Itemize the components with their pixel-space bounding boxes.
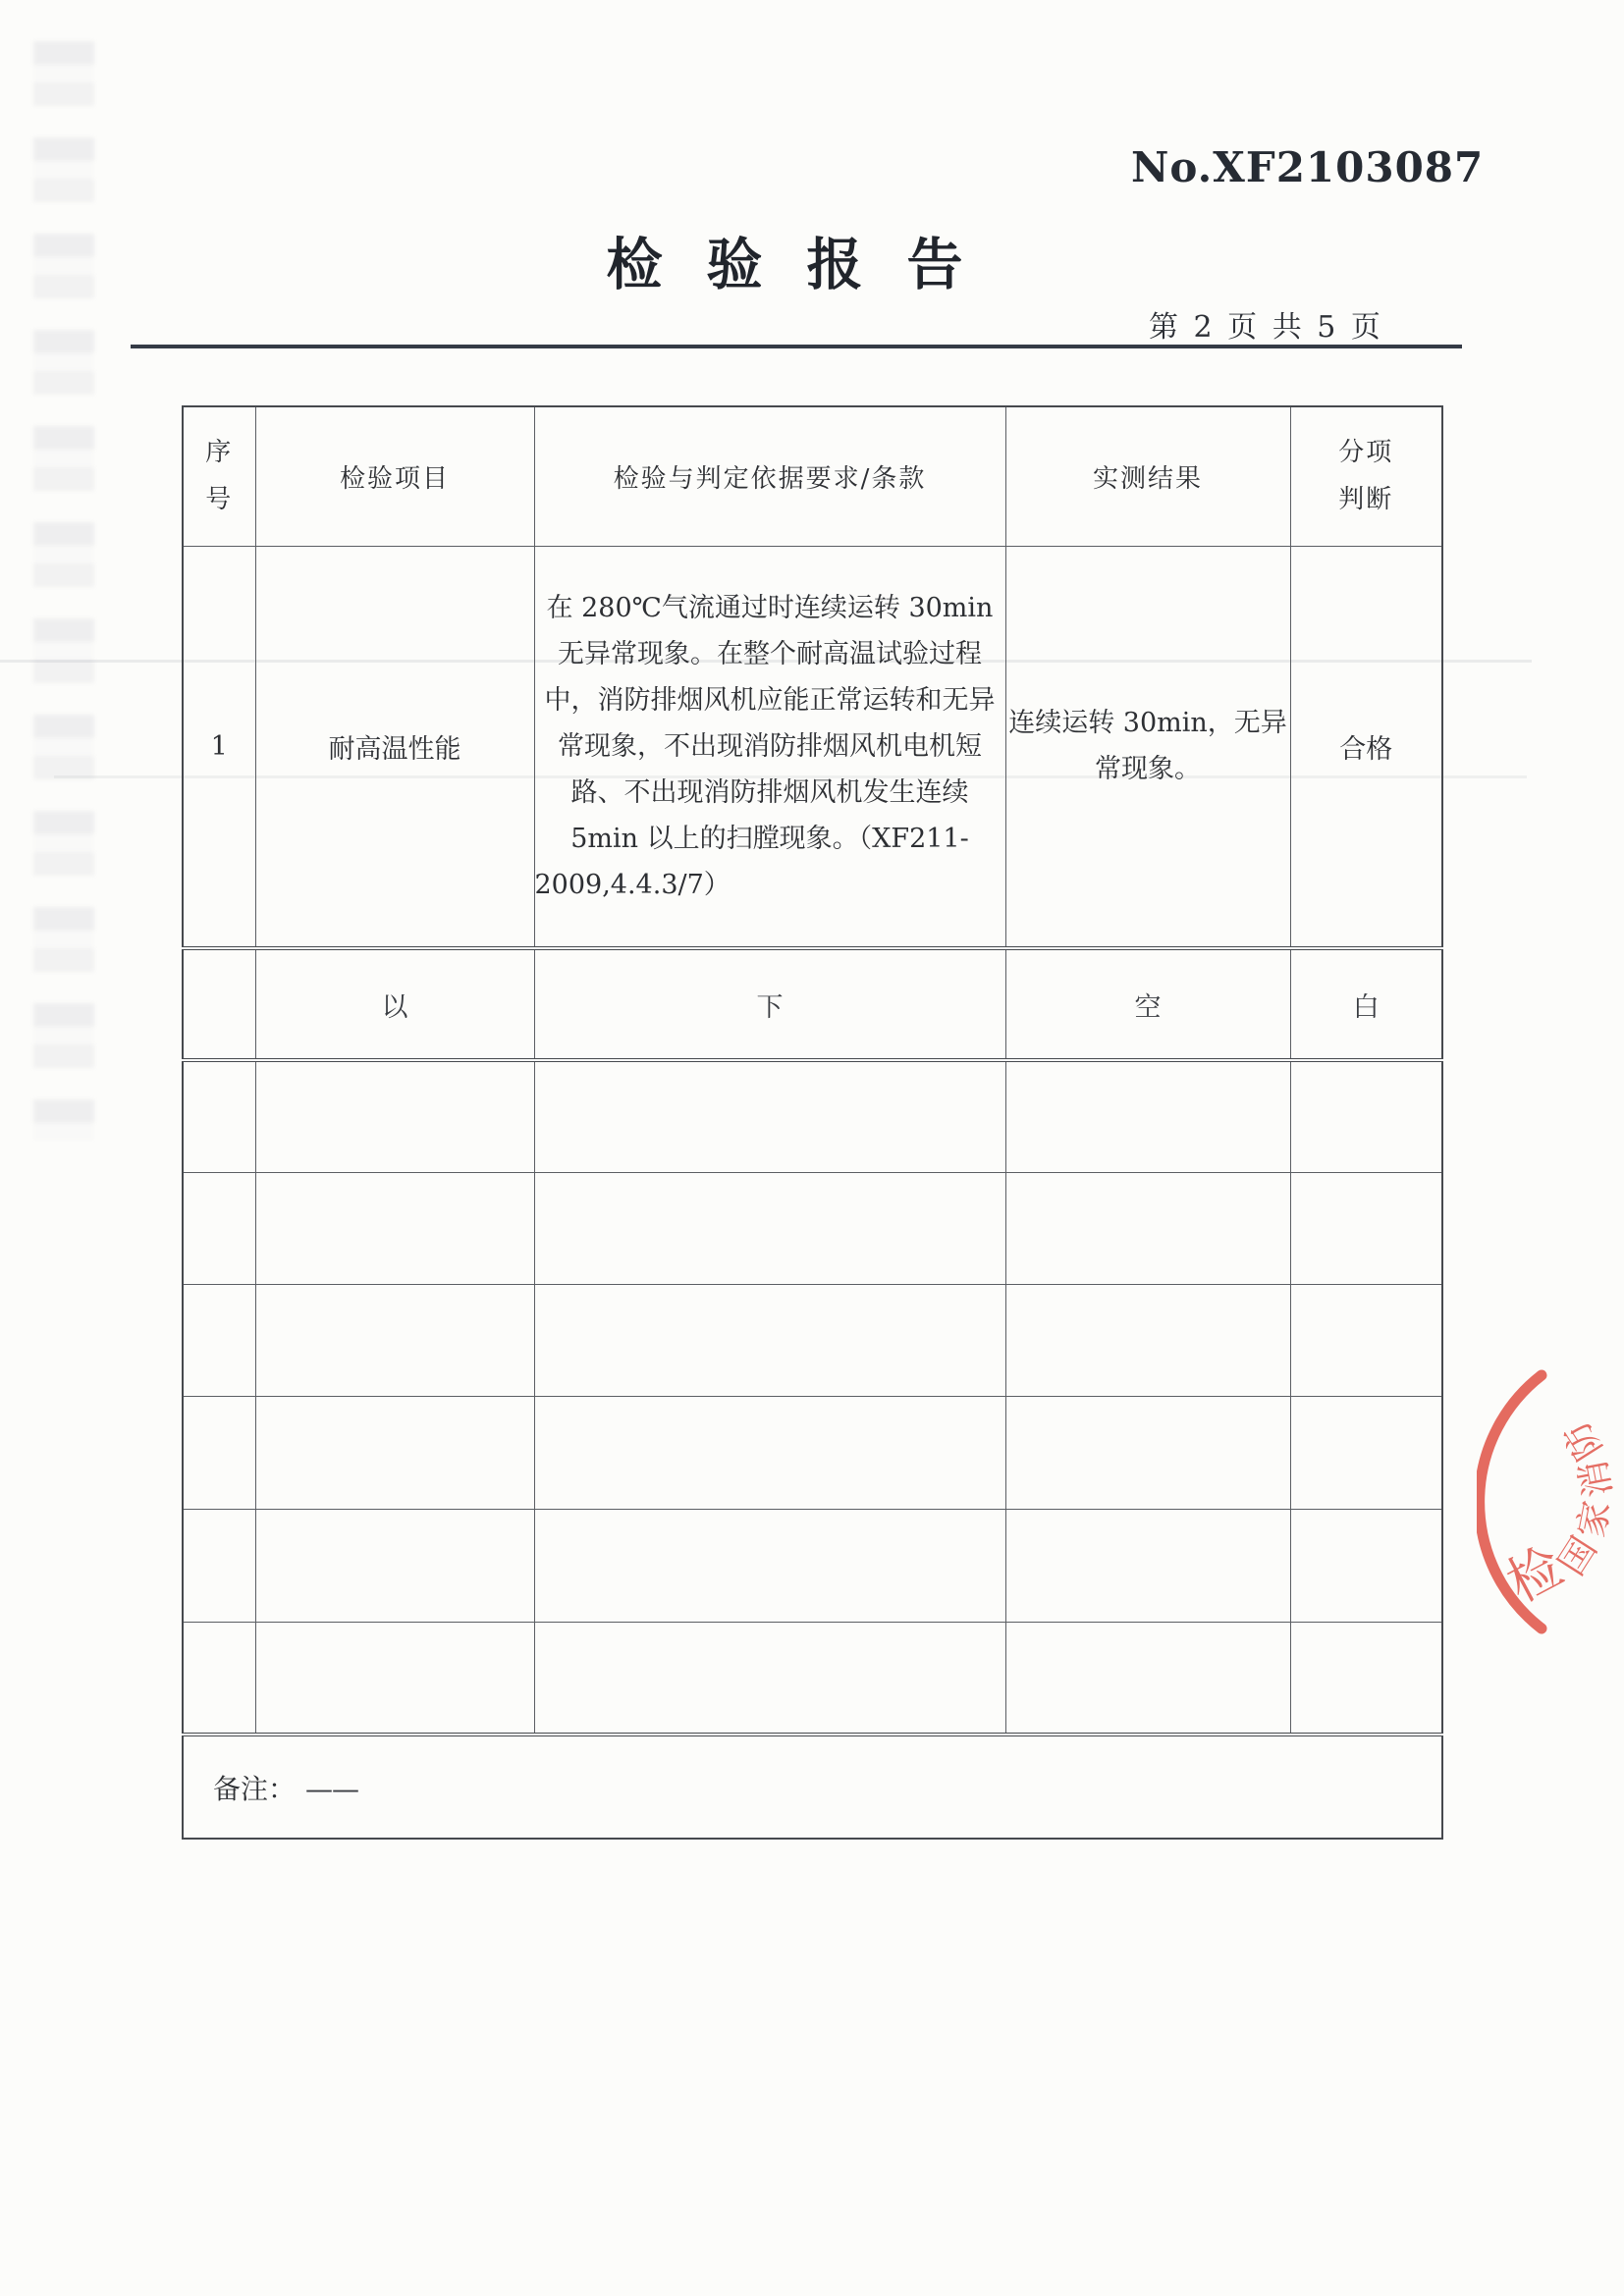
page-title-text: 检验报告 — [606, 232, 1007, 297]
official-red-stamp — [1477, 1369, 1624, 1634]
stamp-arc-text: 国家消防 — [1549, 1406, 1620, 1583]
empty-cell — [1005, 1060, 1290, 1172]
table-row — [183, 1284, 1442, 1396]
empty-cell — [255, 1509, 534, 1622]
table-row — [183, 1509, 1442, 1622]
empty-cell — [183, 1060, 255, 1172]
empty-cell — [1005, 1284, 1290, 1396]
empty-cell — [534, 1509, 1005, 1622]
empty-cell — [255, 1060, 534, 1172]
empty-cell — [255, 1622, 534, 1735]
header-cell-no — [183, 406, 255, 546]
empty-cell — [183, 1622, 255, 1735]
remark-row — [183, 1735, 1442, 1839]
empty-cell — [1290, 1284, 1442, 1396]
empty-cell — [534, 1172, 1005, 1284]
empty-cell — [1005, 1622, 1290, 1735]
empty-cell — [183, 1396, 255, 1509]
empty-cell — [1290, 1622, 1442, 1735]
empty-cell — [534, 1396, 1005, 1509]
stamp-ring-arc — [1480, 1375, 1542, 1629]
empty-cell — [534, 1284, 1005, 1396]
table-header-row — [183, 406, 1442, 546]
stamp-graphic — [1477, 1369, 1624, 1634]
stamp-center-text: 检 — [1496, 1534, 1573, 1615]
empty-cell — [1005, 1509, 1290, 1622]
cell-result: 连续运转 30min，无异常现象。 — [1005, 546, 1290, 948]
empty-cell — [1005, 1396, 1290, 1509]
cell-item: 耐高温性能 — [255, 546, 534, 948]
header-cell-requirement: 检验与判定依据要求/条款 — [534, 406, 1005, 546]
report-table — [182, 405, 1443, 1840]
header-cell-result: 实测结果 — [1005, 406, 1290, 546]
report-number: No.XF2103087 — [1131, 143, 1485, 191]
remark-label: 备注： — [213, 1772, 297, 1805]
empty-cell — [1290, 1060, 1442, 1172]
table-row — [183, 1622, 1442, 1735]
page-counter: 第 2 页 共 5 页 — [1149, 310, 1383, 345]
blank-char-cell: 空 — [1005, 948, 1290, 1060]
empty-cell — [1290, 1172, 1442, 1284]
empty-cell — [255, 1284, 534, 1396]
blank-char-cell: 白 — [1290, 948, 1442, 1060]
bleedthrough-artifact — [33, 41, 94, 1141]
page-title — [606, 220, 1007, 300]
table-row — [183, 1060, 1442, 1172]
empty-cell — [183, 1284, 255, 1396]
empty-cell — [1290, 1396, 1442, 1509]
table-row — [183, 1172, 1442, 1284]
table-row — [183, 1396, 1442, 1509]
empty-cell — [534, 1622, 1005, 1735]
blank-char-cell: 以 — [255, 948, 534, 1060]
header-divider — [131, 345, 1462, 348]
header-label: 序号 — [205, 438, 234, 515]
empty-cell — [534, 1060, 1005, 1172]
blank-below-row — [183, 948, 1442, 1060]
cell-requirement: 在 280℃气流通过时连续运转 30min 无异常现象。在整个耐高温试验过程中，消防排烟风机应能正常运转和无异常现象，不出现消防排烟风机电机短路、不出现消防排烟风机发生连续 5min 以上的扫膛现象。（XF211-2009,4.4.3/7） — [534, 546, 1005, 948]
cell-serial-no: 1 — [183, 546, 255, 948]
remark-cell — [183, 1735, 1442, 1839]
empty-cell — [255, 1172, 534, 1284]
header-cell-verdict — [1290, 406, 1442, 546]
empty-cell — [183, 948, 255, 1060]
empty-cell — [183, 1509, 255, 1622]
header-cell-item: 检验项目 — [255, 406, 534, 546]
empty-cell — [1005, 1172, 1290, 1284]
empty-cell — [1290, 1509, 1442, 1622]
report-table-container — [182, 405, 1443, 1840]
remark-value: —— — [305, 1772, 359, 1805]
empty-cell — [183, 1172, 255, 1284]
header-label: 分项判断 — [1338, 438, 1394, 515]
blank-char-cell: 下 — [534, 948, 1005, 1060]
empty-cell — [255, 1396, 534, 1509]
table-row — [183, 546, 1442, 948]
cell-verdict: 合格 — [1290, 546, 1442, 948]
